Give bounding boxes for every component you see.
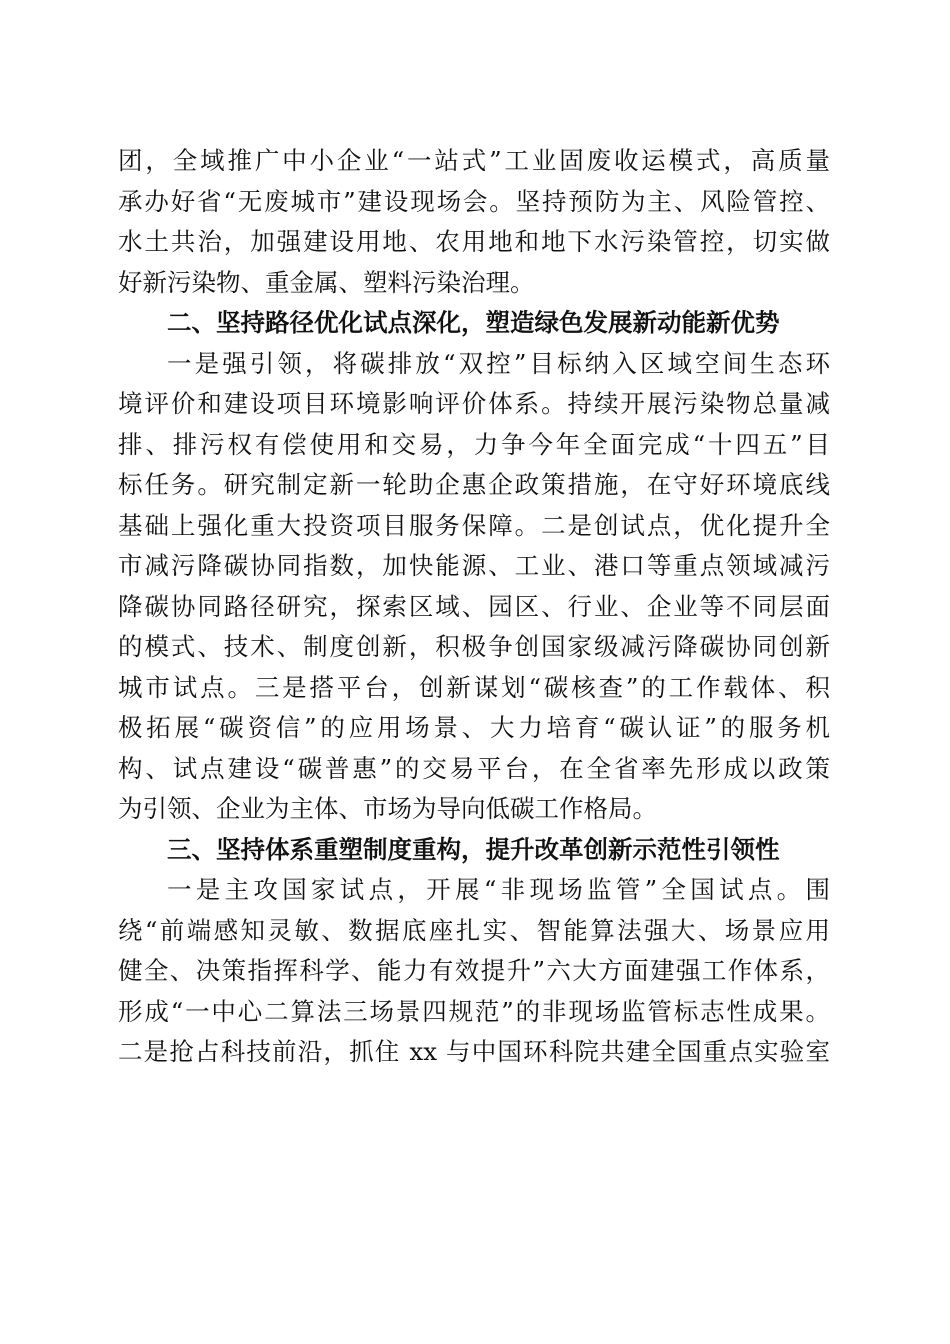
body-line: 的模式、技术、制度创新，积极争创国家级减污降碳协同创新 xyxy=(118,632,830,661)
body-line: 城市试点。三是搭平台，创新谋划“碳核查”的工作载体、积 xyxy=(118,672,830,702)
body-line: 排、排污权有偿使用和交易，力争今年全面完成“十四五”目 xyxy=(118,429,830,459)
body-line: 好新污染物、重金属、塑料污染治理。 xyxy=(118,267,535,297)
body-line: 水土共治，加强建设用地、农用地和地下水污染管控，切实做 xyxy=(118,227,830,256)
body-line: 构、试点建设“碳普惠”的交易平台，在全省率先形成以政策 xyxy=(118,753,830,783)
body-line: 健全、决策指挥科学、能力有效提升”六大方面建强工作体系， xyxy=(118,956,830,985)
body-line: 市减污降碳协同指数，加快能源、工业、港口等重点领域减污 xyxy=(118,551,830,580)
body-line: 为引领、企业为主体、市场为导向低碳工作格局。 xyxy=(118,794,657,823)
body-line: 极拓展“碳资信”的应用场景、大力培育“碳认证”的服务机 xyxy=(118,713,830,742)
body-line: 境评价和建设项目环境影响评价体系。持续开展污染物总量减 xyxy=(118,389,830,418)
body-line: 形成“一中心二算法三场景四规范”的非现场监管标志性成果。 xyxy=(118,996,830,1026)
paragraph-first-line: 一是强引领，将碳排放“双控”目标纳入区域空间生态环 xyxy=(167,348,830,378)
body-line: 绕“前端感知灵敏、数据底座扎实、智能算法强大、场景应用 xyxy=(118,915,830,945)
body-line: 标任务。研究制定新一轮助企惠企政策措施，在守好环境底线 xyxy=(118,470,830,499)
body-line: 承办好省“无废城市”建设现场会。坚持预防为主、风险管控、 xyxy=(118,186,830,216)
body-line: 基础上强化重大投资项目服务保障。二是创试点，优化提升全 xyxy=(118,510,830,540)
body-line: 降碳协同路径研究，探索区域、园区、行业、企业等不同层面 xyxy=(118,591,830,621)
paragraph-first-line: 一是主攻国家试点，开展“非现场监管”全国试点。围 xyxy=(167,875,830,904)
document-body xyxy=(118,141,830,1073)
body-line: 团，全域推广中小企业“一站式”工业固废收运模式，高质量 xyxy=(118,146,830,175)
section-heading-2: 二、坚持路径优化试点深化，塑造绿色发展新动能新优势 xyxy=(167,308,780,337)
body-line: 二是抢占科技前沿，抓住 xx 与中国环科院共建全国重点实验室 xyxy=(118,1037,830,1066)
section-heading-3: 三、坚持体系重塑制度重构，提升改革创新示范性引领性 xyxy=(167,834,780,864)
